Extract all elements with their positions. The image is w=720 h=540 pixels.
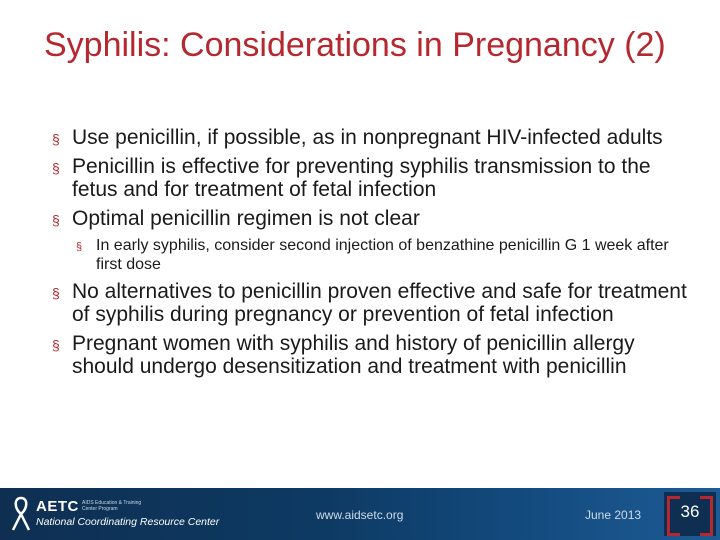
bullet-marker-icon: § (52, 131, 60, 147)
bullet-text: Optimal penicillin regimen is not clear (72, 207, 420, 230)
bullet-marker-icon: § (52, 337, 60, 353)
bullet-text: Penicillin is effective for preventing syphilis transmission to the fetus and for treatment of fetal infection (72, 155, 651, 201)
footer-bar (0, 488, 720, 540)
bullet-marker-icon: § (76, 241, 83, 253)
bullet-text: No alternatives to penicillin proven effective and safe for treatment of syphilis during pregnancy or prevention of fetal infection (72, 280, 687, 326)
bullet-item (52, 280, 692, 326)
sub-bullet-text: In early syphilis, consider second injection of benzathine penicillin G 1 week after first dose (96, 237, 669, 273)
page-number-box (664, 492, 716, 536)
sub-bullet-item (76, 236, 692, 274)
logo-small-text: AIDS Education & Training Center Program (82, 500, 142, 512)
bullet-marker-icon: § (52, 160, 60, 176)
ribbon-icon (10, 496, 32, 532)
bullet-item (52, 155, 692, 201)
website-link[interactable]: www.aidsetc.org (316, 508, 404, 522)
bullet-text: Pregnant women with syphilis and history of penicillin allergy should undergo desensitization and treatment with penicillin (72, 332, 635, 378)
aetc-logo (10, 494, 240, 534)
bullet-marker-icon: § (52, 212, 60, 228)
bullet-marker-icon: § (52, 285, 60, 301)
footer-date: June 2013 (585, 508, 642, 522)
bullet-item (52, 126, 692, 149)
slide-content (52, 126, 692, 384)
slide-title: Syphilis: Considerations in Pregnancy (2) (44, 26, 666, 64)
bullet-item (52, 332, 692, 378)
logo-text: AETC (36, 498, 79, 515)
bullet-item (52, 207, 692, 230)
org-name: National Coordinating Resource Center (36, 516, 220, 528)
bullet-text: Use penicillin, if possible, as in nonpregnant HIV-infected adults (72, 126, 663, 149)
page-number: 36 (680, 502, 700, 521)
